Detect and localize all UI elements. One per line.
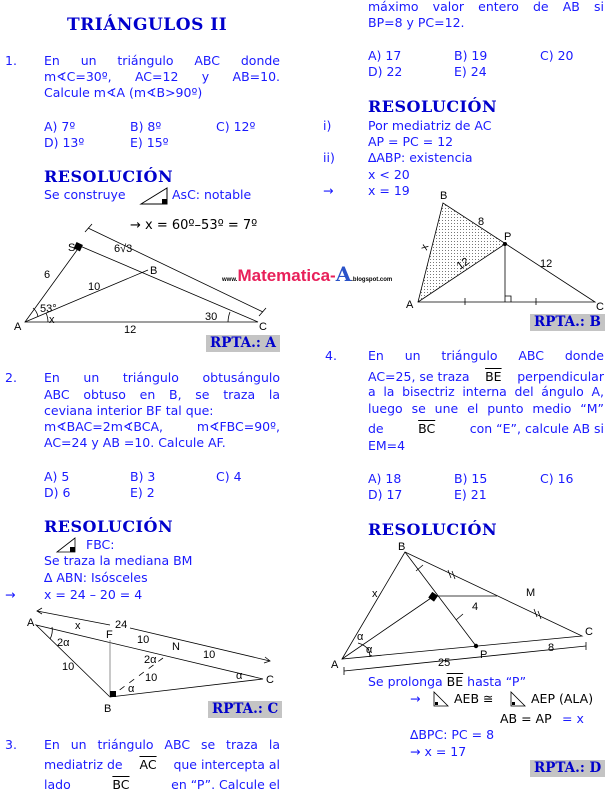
label-PC: 12 [540, 258, 553, 270]
q3-step: x = 19 [368, 183, 410, 198]
q4-resolution-heading: RESOLUCIÓN [368, 520, 498, 539]
q3-option: A) 17 [368, 48, 402, 63]
q3-text: mediatriz de [44, 757, 123, 772]
q3-figure [400, 190, 606, 315]
q3-line [44, 777, 280, 790]
q3-step-mark: ii) [323, 150, 335, 165]
label-B: B [104, 703, 112, 715]
label-A: A [331, 659, 339, 671]
label-alpha-B: α [128, 683, 135, 695]
label-C: C [585, 626, 593, 638]
q1-option: D) 13º [44, 135, 85, 150]
q2-line: En un triángulo obtusángulo [44, 370, 280, 385]
label-C: C [266, 674, 274, 686]
right-triangle-icon [433, 691, 449, 707]
q2-number: 2. [5, 370, 17, 385]
label-x: x [49, 314, 55, 326]
q3-answer-badge: RPTA.: B [530, 314, 605, 331]
label-x: x [372, 588, 378, 600]
q1-option: B) 8º [130, 119, 162, 134]
q2-option: E) 2 [130, 485, 155, 500]
q2-resolution-heading: RESOLUCIÓN [44, 517, 174, 536]
q3-text: que intercepta al [173, 757, 280, 772]
q3-option: B) 19 [454, 48, 488, 63]
q2-option: D) 6 [44, 485, 71, 500]
segment-BE: $\overline{BE}$ [485, 369, 502, 384]
label-angle-C: 30 [205, 311, 218, 323]
label-N: N [172, 641, 180, 653]
label-2alpha: 2α [57, 637, 70, 649]
q2-option: C) 4 [216, 469, 242, 484]
label-A: A [406, 299, 414, 311]
q4-line: EM=4 [368, 438, 406, 453]
q4-option: C) 16 [540, 471, 574, 486]
equality-text: AB = AP [500, 711, 552, 726]
q4-line [368, 421, 604, 437]
q3-option: C) 20 [540, 48, 574, 63]
q2-line: ceviana interior BF tal que: [44, 403, 214, 418]
q4-line: En un triángulo ABC donde [368, 348, 604, 363]
label-x: x [75, 620, 81, 632]
q2-arrow: → [5, 587, 16, 602]
q3-line: BP=8 y PC=12. [368, 15, 465, 30]
q3-text: lado [44, 777, 71, 790]
q4-line [368, 369, 604, 385]
q3-option: E) 24 [454, 64, 487, 79]
label-AS: 6 [44, 269, 51, 281]
right-triangle-icon [56, 537, 76, 553]
q3-step: AP = PC = 12 [368, 134, 454, 149]
q2-option: B) 3 [130, 469, 156, 484]
label-A: A [27, 617, 35, 629]
q1-answer-badge: RPTA.: A [206, 335, 280, 352]
segment-AC: $\overline{AC}$ [139, 757, 157, 772]
q3-step: x < 20 [368, 167, 410, 182]
label-AC: 12 [124, 324, 137, 336]
q4-figure [330, 540, 606, 680]
q2-solution-line: Se traza la mediana BM [44, 553, 193, 568]
label-BP: 8 [478, 216, 485, 228]
q4-text: perpendicular [517, 369, 604, 384]
label-SC: 6√3 [114, 243, 133, 255]
label-NC: 10 [203, 649, 216, 661]
q3-line: máximo valor entero de AB si [368, 0, 604, 14]
q1-solution-line: AsC: notable [172, 187, 252, 202]
q3-text: en “P”. Calcule el [171, 777, 280, 790]
right-triangle-icon [510, 691, 526, 707]
q3-line: En un triángulo ABC se traza la [44, 737, 280, 752]
page-title: TRIÁNGULOS II [67, 15, 228, 35]
segment-BE: $\overline{BE}$ [446, 674, 464, 689]
congruence-text: AEP (ALA) [531, 691, 594, 706]
label-B: B [440, 190, 448, 202]
q3-step: Por mediatriz de AC [368, 118, 492, 133]
q2-line: AC=24 y AB =10. Calcule AF. [44, 435, 226, 450]
label-B: B [398, 541, 406, 553]
q2-solution-line: FBC: [86, 537, 115, 552]
label-alpha-C: α [236, 670, 243, 682]
label-alpha-2: α [366, 644, 373, 656]
q2-line: m∢BAC=2m∢BCA, m∢FBC=90º, [44, 419, 280, 434]
q4-option: B) 15 [454, 471, 488, 486]
q3-line [44, 757, 280, 773]
label-alpha-1: α [357, 631, 364, 643]
label-PC: 8 [548, 642, 555, 654]
label-2alpha-b: 2α [144, 654, 157, 666]
watermark-logo: www.Matematica-A.blogspot.com [222, 262, 393, 286]
q4-solution-line [368, 674, 526, 690]
q2-solution-line: ∆ ABN: Isósceles [44, 570, 148, 585]
label-F: F [106, 629, 113, 641]
q4-text: hasta “P” [467, 674, 527, 689]
q1-option: C) 12º [216, 119, 256, 134]
q4-text: AC=25, se traza [368, 369, 470, 384]
q1-option: A) 7º [44, 119, 76, 134]
q4-result: → x = 17 [410, 744, 467, 759]
q2-line: ABC obtuso en B, se traza la [44, 387, 280, 402]
q4-option: E) 21 [454, 487, 487, 502]
label-AP: 12 [454, 255, 472, 273]
label-C: C [259, 321, 267, 333]
label-24: 24 [115, 619, 128, 631]
q1-result: → x = 60º–53º = 7º [130, 218, 258, 233]
label-C: C [596, 301, 604, 313]
label-BN: 10 [145, 672, 158, 684]
label-x: x [418, 242, 432, 252]
q1-line: m∢C=30º, AC=12 y AB=10. [44, 69, 280, 84]
label-S: S [68, 242, 76, 254]
label-EM: 4 [472, 601, 479, 613]
q4-text: de [368, 421, 384, 436]
q4-solution-line: ∆BPC: PC = 8 [410, 727, 495, 742]
label-P: P [504, 231, 512, 243]
q4-line: luego se une el punto medio “M” [368, 401, 604, 416]
q1-line: En un triángulo ABC donde [44, 53, 280, 68]
q4-text: con “E”, calcule AB si [469, 421, 604, 436]
q3-option: D) 22 [368, 64, 403, 79]
right-triangle-icon [140, 187, 168, 205]
label-M: M [526, 587, 536, 599]
q3-step-mark: i) [323, 118, 332, 133]
q3-step-mark: → [323, 183, 334, 198]
q3-resolution-heading: RESOLUCIÓN [368, 97, 498, 116]
q3-number: 3. [5, 737, 17, 752]
q1-solution-line: Se construye [44, 187, 126, 202]
label-A: A [14, 321, 22, 333]
label-AB: 10 [62, 661, 75, 673]
q1-number: 1. [5, 53, 17, 68]
q3-step: ∆ABP: existencia [368, 150, 473, 165]
q2-option: A) 5 [44, 469, 70, 484]
q1-line: Calcule m∢A (m∢B>90º) [44, 85, 203, 100]
label-angle-A: 53° [40, 303, 57, 315]
q4-arrow: → [410, 691, 421, 706]
q1-option: E) 15º [130, 135, 169, 150]
label-P: P [480, 649, 488, 661]
q4-number: 4. [325, 348, 337, 363]
label-B: B [150, 265, 158, 277]
label-AC: 25 [438, 657, 451, 669]
q4-line: a la bisectriz interna del ángulo A, [368, 384, 604, 399]
q4-option: D) 17 [368, 487, 403, 502]
label-AB: 10 [88, 281, 101, 293]
q2-answer-badge: RPTA.: C [208, 701, 282, 718]
q4-text: Se prolonga [368, 674, 443, 689]
equality-value: = x [562, 711, 584, 726]
segment-BC: $\overline{BC}$ [112, 777, 130, 790]
q2-result: x = 24 – 20 = 4 [44, 587, 143, 602]
segment-BC: $\overline{BC}$ [418, 421, 436, 436]
q4-option: A) 18 [368, 471, 402, 486]
congruence-text: AEB ≅ [454, 691, 494, 706]
q1-resolution-heading: RESOLUCIÓN [44, 167, 174, 186]
q4-answer-badge: RPTA.: D [530, 760, 605, 777]
label-FN: 10 [137, 634, 150, 646]
